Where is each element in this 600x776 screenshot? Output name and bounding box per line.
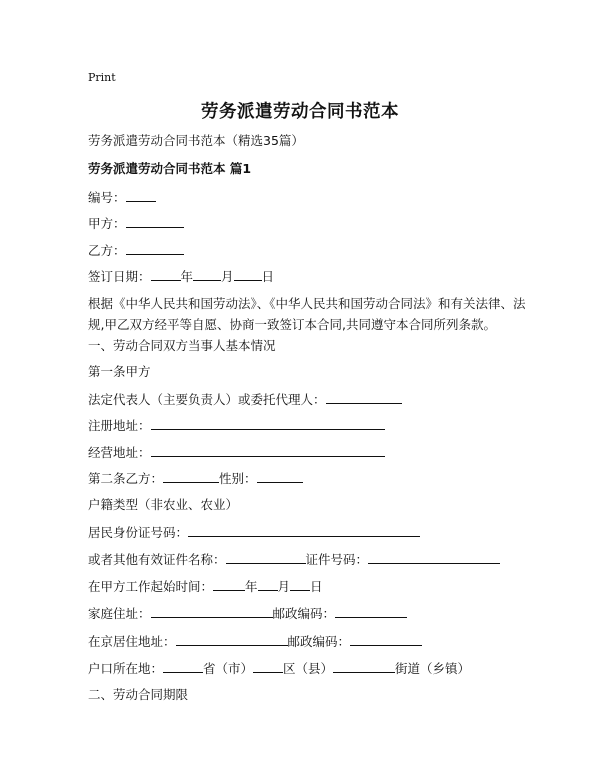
gender-label: 性别： xyxy=(219,471,257,486)
beijing-address-line xyxy=(88,633,422,650)
sign-month-label: 月 xyxy=(221,269,234,284)
biz-address-label: 经营地址： xyxy=(88,445,151,460)
other-id-blank xyxy=(226,551,306,564)
start-time-line xyxy=(88,578,323,595)
legal-rep-line xyxy=(88,391,402,408)
biz-address-line xyxy=(88,444,385,461)
reg-address-label: 注册地址： xyxy=(88,418,151,433)
start-day-label: 日 xyxy=(310,579,323,594)
sign-date-label: 签订日期： xyxy=(88,269,151,284)
number-blank xyxy=(126,189,156,202)
start-month-label: 月 xyxy=(277,579,291,594)
legal-rep-label: 法定代表人（主要负责人）或委托代理人： xyxy=(88,392,326,407)
party-b-name-blank xyxy=(163,470,219,483)
sign-day-label: 日 xyxy=(261,269,275,284)
document-subtitle: 劳务派遣劳动合同书范本（精选35篇） xyxy=(88,133,304,148)
start-month-blank xyxy=(258,578,278,591)
sign-year-label: 年 xyxy=(180,269,194,284)
party-a-label: 甲方： xyxy=(88,216,126,231)
legal-rep-blank xyxy=(326,391,402,404)
beijing-address-label: 在京居住地址： xyxy=(88,634,176,649)
article-two-line xyxy=(88,470,303,487)
id-number-blank xyxy=(188,524,420,537)
hukou-label: 户口所在地： xyxy=(88,661,164,676)
section-one-heading: 一、劳动合同双方当事人基本情况 xyxy=(88,338,276,353)
id-no-blank xyxy=(368,551,500,564)
beijing-address-blank xyxy=(176,633,288,646)
reg-address-line xyxy=(88,417,385,434)
section-heading: 劳务派遣劳动合同书范本 篇1 xyxy=(88,161,252,176)
gender-blank xyxy=(257,470,303,483)
id-no-label: 证件号码： xyxy=(305,552,369,567)
street-label: 街道（乡镇） xyxy=(395,661,471,676)
party-b-line xyxy=(88,242,184,259)
household-type: 户籍类型（非农业、农业） xyxy=(88,497,239,512)
district-label: 区（县） xyxy=(283,661,334,676)
sign-year-blank xyxy=(151,268,181,281)
sign-day-blank xyxy=(234,268,262,281)
province-label: 省（市） xyxy=(203,661,254,676)
biz-address-blank xyxy=(151,444,385,457)
district-blank xyxy=(253,660,283,673)
home-address-label: 家庭住址： xyxy=(88,606,151,621)
home-postal-label: 邮政编码： xyxy=(272,606,336,621)
start-year-blank xyxy=(213,578,245,591)
start-year-label: 年 xyxy=(245,579,258,594)
beijing-postal-blank xyxy=(350,633,422,646)
party-b-blank xyxy=(126,242,184,255)
other-id-line xyxy=(88,551,500,568)
home-postal-blank xyxy=(335,605,407,618)
article-two-label: 第二条乙方： xyxy=(88,471,164,486)
hukou-line xyxy=(88,660,470,677)
party-b-label: 乙方： xyxy=(88,243,126,258)
sign-date-line xyxy=(88,268,274,285)
province-blank xyxy=(163,660,203,673)
print-label: Print xyxy=(88,71,116,84)
intro-paragraph: 根据《中华人民共和国劳动法》、《中华人民共和国劳动合同法》和有关法律、法规,甲乙双方经平等自愿、协商一致签订本合同,共同遵守本合同所列条款。 xyxy=(88,296,526,332)
article-one: 第一条甲方 xyxy=(88,364,151,379)
start-day-blank xyxy=(290,578,310,591)
home-address-line xyxy=(88,605,407,622)
sign-month-blank xyxy=(193,268,221,281)
party-a-blank xyxy=(126,215,184,228)
section-two-heading: 二、劳动合同期限 xyxy=(88,687,189,702)
other-id-label: 或者其他有效证件名称： xyxy=(88,552,226,567)
id-number-line xyxy=(88,524,420,541)
reg-address-blank xyxy=(151,417,385,430)
street-blank xyxy=(333,660,395,673)
home-address-blank xyxy=(151,605,273,618)
number-line xyxy=(88,189,156,206)
party-a-line xyxy=(88,215,184,232)
number-label: 编号： xyxy=(88,190,126,205)
beijing-postal-label: 邮政编码： xyxy=(287,634,351,649)
id-number-label: 居民身份证号码： xyxy=(88,525,189,540)
start-time-label: 在甲方工作起始时间： xyxy=(88,579,214,594)
document-title: 劳务派遣劳动合同书范本 xyxy=(201,102,399,122)
